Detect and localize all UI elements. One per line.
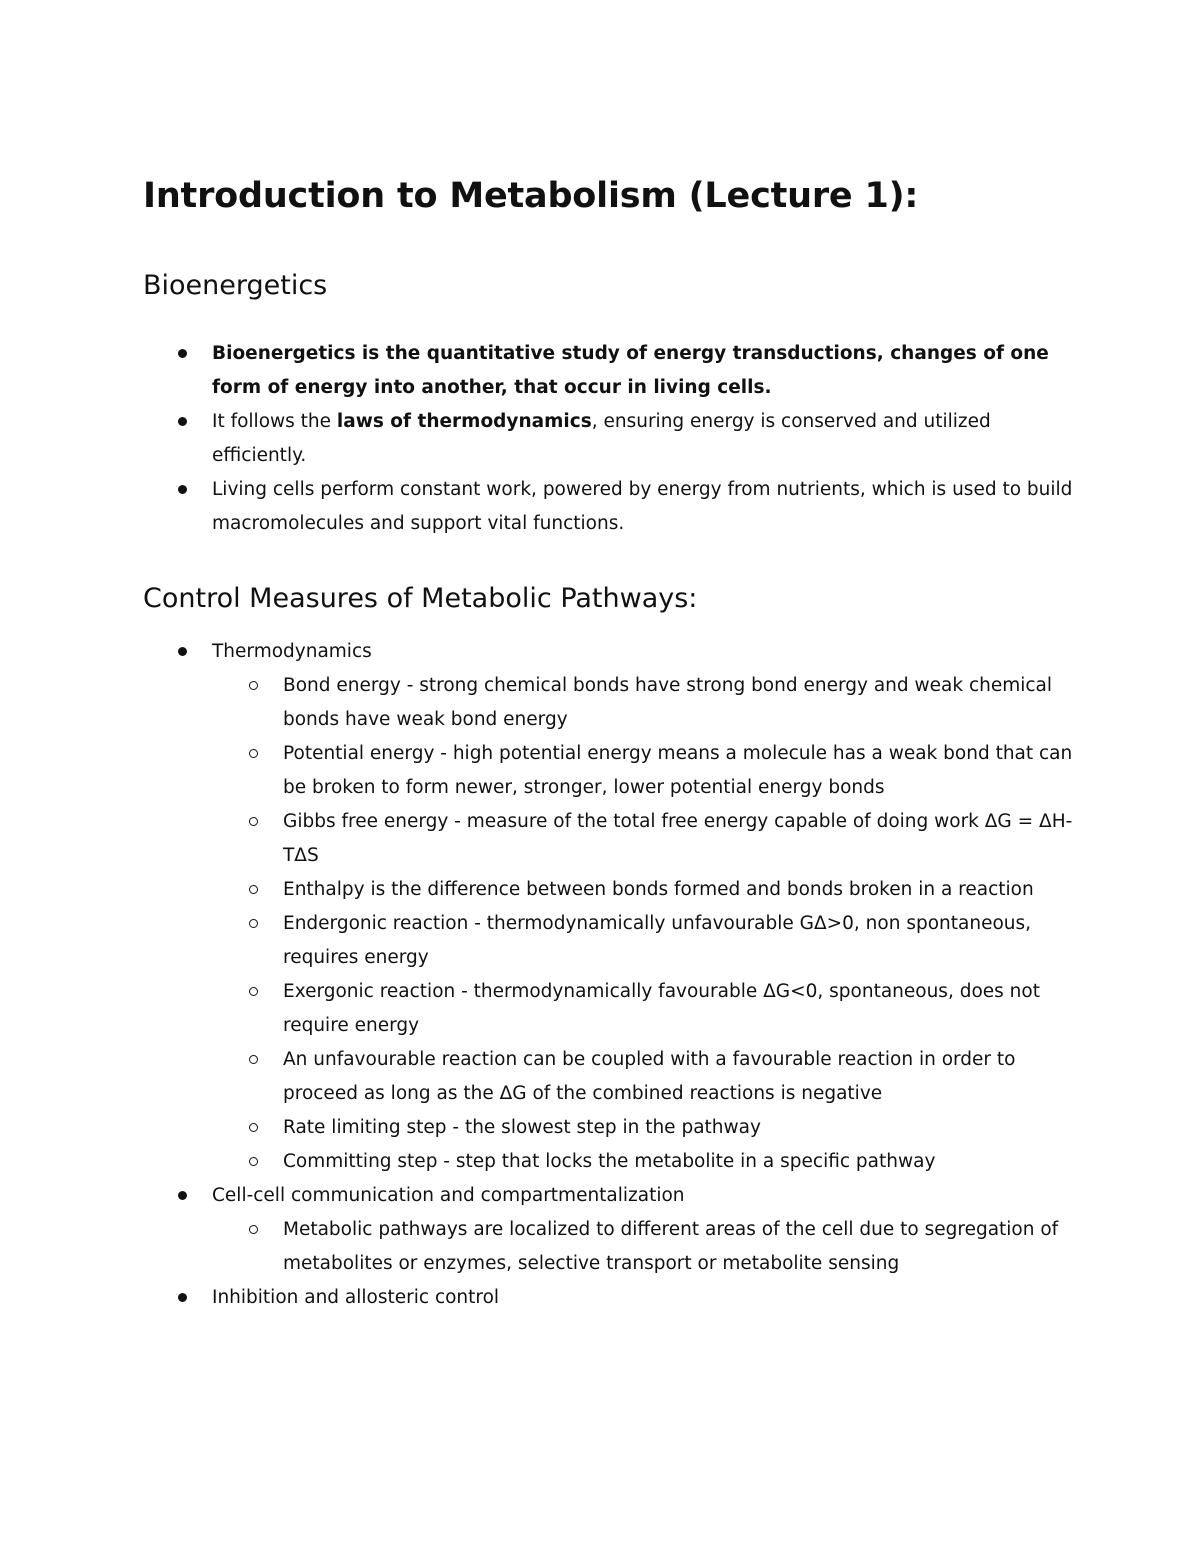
circle-bullet-icon [249,749,258,758]
circle-bullet-icon [249,885,258,894]
bullet-icon [178,647,187,656]
sub-list-item-text: Rate limiting step - the slowest step in the pathway [283,1117,761,1138]
circle-bullet-icon [249,1055,258,1064]
list-item-text-suffix: , ensuring energy is conserved and utilized efficiently. [212,411,991,466]
list-item [143,405,1073,473]
sub-list [212,669,1073,1179]
circle-bullet-icon [249,987,258,996]
sub-list-item [143,873,1073,907]
page-title: Introduction to Metabolism (Lecture 1): [143,176,919,216]
sub-list-item [143,1145,1073,1179]
sub-list-item-text: Enthalpy is the difference between bonds formed and bonds broken in a reaction [283,879,1034,900]
sub-list-item-text: Endergonic reaction - thermodynamically unfavourable GΔ>0, non spontaneous, requires energy [283,913,1032,968]
circle-bullet-icon [249,919,258,928]
sub-list-item [143,805,1073,873]
list-item-text [212,405,1073,473]
sub-list-item [143,669,1073,737]
list-item-text: Cell-cell communication and compartmentalization [212,1185,685,1206]
bullet-icon [178,1293,187,1302]
bullet-icon [178,485,187,494]
sub-list-item-text: An unfavourable reaction can be coupled with a favourable reaction in order to proceed as long as the ΔG of the combined reactions is negative [283,1049,1016,1104]
bullet-icon [178,417,187,426]
sub-list-item [143,1111,1073,1145]
list-item-text-prefix: It follows the [212,411,337,432]
sub-list [212,1213,1073,1281]
list-item [143,337,1073,405]
control-measures-list [143,635,1073,1315]
section-heading-control-measures: Control Measures of Metabolic Pathways: [143,583,698,614]
list-item [143,1179,1073,1281]
list-item [143,473,1073,541]
sub-list-item-text: Gibbs free energy - measure of the total free energy capable of doing work ΔG = ΔH- TΔS [283,811,1073,866]
bioenergetics-list [143,337,1073,541]
sub-list-item-text: Committing step - step that locks the metabolite in a specific pathway [283,1151,936,1172]
sub-list-item [143,975,1073,1043]
list-item [143,635,1073,1179]
circle-bullet-icon [249,1225,258,1234]
sub-list-item [143,907,1073,975]
circle-bullet-icon [249,817,258,826]
circle-bullet-icon [249,681,258,690]
sub-list-item [143,1213,1073,1281]
list-item-text: Inhibition and allosteric control [212,1287,500,1308]
bullet-icon [178,349,187,358]
circle-bullet-icon [249,1123,258,1132]
sub-list-item-text: Exergonic reaction - thermodynamically favourable ΔG<0, spontaneous, does not require energy [283,981,1040,1036]
list-item-text: Thermodynamics [212,641,372,662]
sub-list-item-text: Bond energy - strong chemical bonds have strong bond energy and weak chemical bonds have weak bond energy [283,675,1053,730]
sub-list-item [143,1043,1073,1111]
list-item-text-bold: laws of thermodynamics [336,411,592,432]
bullet-icon [178,1191,187,1200]
circle-bullet-icon [249,1157,258,1166]
list-item-text: Bioenergetics is the quantitative study of energy transductions, changes of one form of energy into another, that occur in living cells. [212,343,1049,398]
sub-list-item-text: Metabolic pathways are localized to different areas of the cell due to segregation of metabolites or enzymes, selective transport or metabolite sensing [283,1219,1059,1274]
list-item-text: Living cells perform constant work, powered by energy from nutrients, which is used to build macromolecules and support vital functions. [212,479,1073,534]
sub-list-item-text: Potential energy - high potential energy means a molecule has a weak bond that can be broken to form newer, stronger, lower potential energy bonds [283,743,1073,798]
sub-list-item [143,737,1073,805]
section-heading-bioenergetics: Bioenergetics [143,270,328,301]
list-item [143,1281,1073,1315]
